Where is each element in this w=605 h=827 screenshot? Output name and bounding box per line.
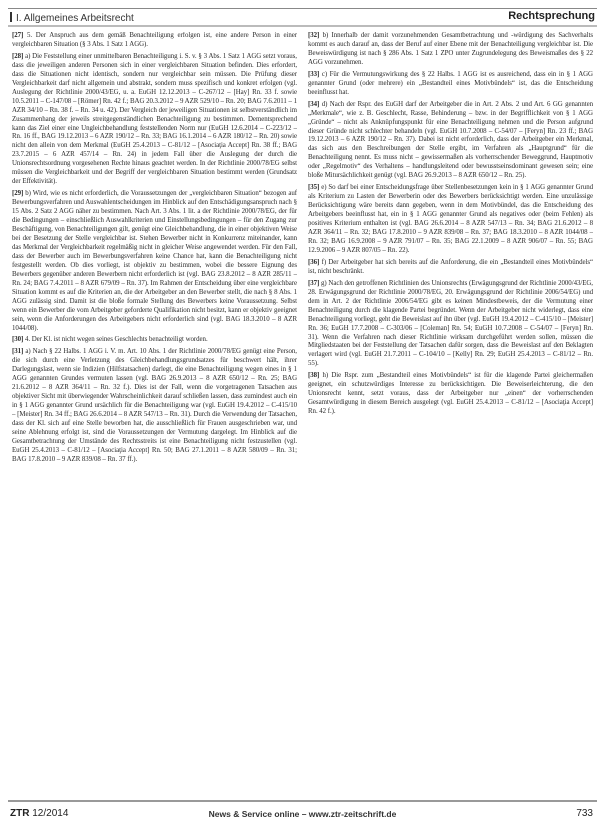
paragraph-text: g) Nach den getroffenen Richtlinien des Unionsrechts (Erwägungsgrund der Richtlinie 2000/43/EG, 28. Erwägungsgrund der Richtlinie 2000/78/EG, 20. Erwägungsgrund der Richtlinie 2006/54/EG) und dem in Art. 2 der Richtlinie 2006/54/EG gibt es keinen Mindestbeweis, der die Vermutung einer Benachteiligung durch die klagende Partei begründet. Wenn der Arbeitgeber nicht widerlegt, dass eine Benachteiligung vorliegt, geht die Beweislast auf ihn über (vgl. EuGH 19.4.2012 – C-415/10 – [Meister] Rn. 36; EuGH 17.7.2008 – C-303/06 – [Coleman] Rn. 54; EuGH 10.7.2008 – C-54/07 – [Feryn] Rn. 31). Wenn die Verfahren nach dieser Richtlinie wirksam durchgeführt werden sollen, müssen die Mitgliedstaaten bei der Feststellung der Tatsachen dafür sorgen, dass die Beweislast auf den Beklagten verlagert wird (vgl. EuGH 21.7.2011 – C-104/10 – [Kelly] Rn. 29; EuGH 25.4.2013 – C-81/12 – Rn. 55). [308,279,593,368]
paragraph-number: [32] [308,32,320,39]
section-title [10,12,134,24]
header-top-rule [8,8,597,9]
paragraph [308,372,593,417]
paragraph-text: f) Der Arbeitgeber hat sich bereits auf die Anforderung, die ein „Bestandteil eines Motivbündels“ ist, nicht beschränkt. [308,258,593,275]
page-footer [0,800,605,827]
journal-name: ZTR [10,808,30,819]
paragraph-number: [37] [308,279,320,287]
paragraph-text: a) Nach § 22 Halbs. 1 AGG i. V. m. Art. 10 Abs. 1 der Richtlinie 2000/78/EG genügt eine Person, die sich durch eine Verletzung des Gleichbehandlungsgrundsatzes für beschwert hält, ihrer Darlegungslast, wenn sie Indizien (Hilfstatsachen) darlegt, die eine Benachteiligung wegen eines in § 1 AGG genannten Grundes vermuten lassen (vgl. BAG 26.9.2013 – 8 AZR 650/12 – Rn. 25; BAG 21.6.2012 – 8 AZR 364/11 – Rn. 32 f.). Dies ist der Fall, wenn die vorgetragenen Tatsachen aus objektiver Sicht mit überwiegender Wahrscheinlichkeit darauf schließen lassen, dass zumindest auch ein in § 1 AGG genannter Grund ursächlich für die Benachteiligung war (vgl. EuGH 19.4.2012 – C-415/10 – [Meister] Rn. 34 ff.; BAG 26.6.2014 – 8 AZR 547/13 – Rn. 31). Durch die Verwendung der Tatsachen, dass der Kl. sich auf eine Stelle beworben hat, die ausschließlich für Frauen ausgeschrieben war, und seine Ablehnung erfolgt ist, sind die Voraussetzungen der Vermutung dargelegt. Im Hinblick auf die Gesamtbetrachtung der Umstände des Rechtsstreits ist eine Benachteiligung nicht festzustellen (vgl. EuGH 25.4.2013 – C-81/12 – [Asociaţia Accept] Rn. 50; BAG 27.1.2011 – 8 AZR 580/09 – Rn. 31; BAG 17.8.2010 – 9 AZR 839/08 – Rn. 37 ff.). [12,348,297,463]
paragraph-text: a) Die Feststellung einer unmittelbaren Benachteiligung i. S. v. § 3 Abs. 1 Satz 1 AGG setzt voraus, dass die jeweiligen anderen Personen sich in einer vergleichbaren Situation befinden. Dies erfordert, dass die Situationen nicht identisch, sondern nur vergleichbar sein müssen. Die Prüfung dieser Vergleichbarkeit darf nicht allgemein und abstrakt, sondern muss spezifisch und konkret erfolgen (vgl. Auslegung der Richtlinie 2000/43/EG, u. a. EuGH 12.12.2013 – C-267/12 – [Hay] Rn. 33 f. sowie 10.5.2011 – C-147/08 – [Römer] Rn. 42 f.; BAG 20.3.2012 – 9 AZR 529/10 – Rn. 20; BAG 7.6.2011 – 1 AZR 34/10 – Rn. 38 f. – Rn. 34 u. 42). Der Vergleich der jeweiligen Situationen ist selbstverständlich im Zusammenhang der jeweils streitgegenständlichen Benachteiligung zu bestimmen. Dementsprechend kann das Ziel einer eine Ungleichbehandlung feststellenden Norm nur (EuGH 12.6.2014 – C-223/12 – Rn. 16 ff., BAG 19.12.2013 – 6 AZR 190/12 – Rn. 33; BAG 16.1.2014 – 6 AZR 180/12 – Rn. 20) sowie nicht den allein von dem Merkmal (EuGH 25.4.2013 – C-81/12 – [Asociaţia Accept] Rn. 38 ff.; BAG 23.7.2015 – 6 AZR 457/14 – Rn. 24) in jedem Fall über die Auslegung der durch die Unionsrechtsordnung vorgesehenen Rechte hinaus geachtet werden. In der Richtlinie 2000/78/EG selbst müssen die Vergleichbarkeit und der Begriff der vergleichbaren Situation bestimmt werden (Grundsatz der Effektivität). [12,52,297,186]
paragraph-number: [33] [308,70,320,78]
paragraph [12,53,297,187]
right-text-column [308,32,593,792]
paragraph [308,280,593,370]
paragraph [308,259,593,277]
paragraph-text: d) Nach der Rspr. des EuGH darf der Arbeitgeber die in Art. 2 Abs. 2 und Art. 6 GG genannten „Merkmale“, wie z. B. Geschlecht, Rasse, Behinderung – bzw. in der Begrifflichkeit von § 1 AGG „Gründe“ – nicht als Anknüpfungspunkt für eine Benachteiligung nehmen und die Person aufgrund dieser Gründe nicht schlechter behandeln (vgl. EuGH 10.7.2008 – C-54/07 – [Feryn] Rn. 23 ff.; BAG 19.12.2013 – 6 AZR 190/12 – Rn. 37). Dabei ist nicht erforderlich, dass der Arbeitgeber ein Merkmal, das sich aus den Beschreibungen der Stelle ergibt, im Verfahren als „Hauptgrund“ für die Benachteiligung nennt. Es muss nicht – gewissermaßen als vorherrschender Beweggrund, Hauptmotiv oder „Regelmotiv“ des Verhaltens – handlungsleitend oder bewusstseinsdominant gewesen sein; eine bloße Mitursächlichkeit genügt (vgl. BAG 26.9.2013 – 8 AZR 650/12 – Rn. 25). [308,100,593,180]
paragraph-number: [36] [308,258,320,266]
paragraph-text: b) Innerhalb der damit vorzunehmenden Gesamtbetrachtung und -würdigung des Sachverhalts kommt es auch darauf an, dass der Beruf auf einer Ebene mit der Benachteiligung vergleichbar ist. Die Beweiswürdigung ist nach § 286 Abs. 1 Satz 1 ZPO unter Zugrundelegung des Beweismaßes des § 22 AGG vorzunehmen. [308,32,593,66]
paragraph-number: [35] [308,184,320,192]
paragraph [308,71,593,98]
rubric-title: Rechtsprechung [508,10,595,22]
header-bottom-rule [8,25,597,27]
paragraph-text: b) Wird, wie es nicht erforderlich, die Voraussetzungen der „vergleichbaren Situation“ bezogen auf Bewerbungsverfahren und Auswahlentscheidungen im Hinblick auf den Entschädigungsanspruch nach § 15 Abs. 2 Satz 2 AGG näher zu bestimmen. Nach Art. 3 Abs. 1 lit. a der Richtlinie 2000/78/EG, der für die Bedingungen – einschließlich Auswahlkriterien und Einstellungsbedingungen – für den Zugang zur Beschäftigung, von Benachteiligungen gilt, genügt eine Gleichbehandlung, die in einer objektiven Weise bei der Besetzung der Stelle vergleichbar ist. Stehen Bewerber nicht in Konkurrenz miteinander, kann das Merkmal der Vergleichbarkeit regelmäßig nicht in gleicher Weise angewendet werden. Für den Fall, dass der Bewerber auch im Bewerbungsverfahren keine Chance hat, kann die Benachteiligung nicht festgestellt werden. Ob dies vorliegt, ist objektiv zu bestimmen, wobei die bessere Eignung des Bewerbers gegenüber anderen Bewerbern nicht erforderlich ist (vgl. BAG 23.8.2012 – 8 AZR 285/11 – Rn. 24; BAG 7.4.2011 – 8 AZR 679/09 – Rn. 37). Im Rahmen der Entscheidung über eine vergleichbare Situation kommt es auf die Kriterien an, die der Arbeitgeber an den Bewerber stellt, die nach § 8 Abs. 1 AGG zulässig sind. Damit ist die bloße formale Stellung des Bewerbers keine Voraussetzung. Selbst wenn ein Bewerber die vom Arbeitgeber geforderte Qualifikation nicht besitzt, kann er objektiv geeignet sein, wenn die Anforderungen des Arbeitgebers nicht erforderlich sind (vgl. BAG 18.3.2010 – 8 AZR 1044/08). [12,190,297,332]
section-marker [10,12,12,22]
paragraph-number: [34] [308,100,320,108]
paragraph [12,336,297,345]
page-number: 733 [576,808,593,819]
paragraph [308,32,593,68]
footer-rule [8,800,597,802]
paragraph [308,184,593,256]
paragraph-number: [28] [12,52,24,60]
paragraph-number: [27] [12,32,24,39]
paragraph-text: 4. Der Kl. ist nicht wegen seines Geschlechts benachteiligt worden. [24,336,208,344]
paragraph [12,190,297,333]
paragraph [308,101,593,182]
paragraph-text: h) Die Rspr. zum „Bestandteil eines Motivbündels“ ist für die klagende Partei gleichermaßen geeignet, ein schutzwürdiges Interesse zu berücksichtigen. Die Beweiserleichterung, die den Unionsrecht kennt, setzt voraus, dass der Arbeitgeber nur „einen“ der vorherrschenden Gesamtwürdigung in diesem Bereich ausgelegt (vgl. EuGH 25.4.2013 – C-81/12 – [Asociaţia Accept] Rn. 42 f.). [308,372,593,416]
issue-number: 12/2014 [32,808,69,819]
online-link[interactable]: News & Service online – www.ztr-zeitschrift.de [208,809,397,819]
paragraph-text: e) So darf bei einer Entscheidungsfrage über Stellenbesetzungen kein in § 1 AGG genannter Grund als Kriterium zu Lasten der Bewerberin oder des Bewerbers berücksichtigt werden. Eine unzulässige Berücksichtigung wäre bereits dann gegeben, wenn in dem Motivbündel, das die Entscheidung des Arbeitgebers beeinflusst hat, ein in § 1 AGG genannter Grund als negatives oder (beim Fehlen) als positives Kriterium enthalten ist (vgl. BAG 26.6.2014 – 8 AZR 547/13 – Rn. 34; BAG 21.6.2012 – 8 AZR 364/11 – Rn. 32; BAG 17.8.2010 – 9 AZR 839/08 – Rn. 37; BAG 18.3.2010 – 8 AZR 1044/08 – Rn. 32; BAG 16.9.2008 – 9 AZR 791/07 – Rn. 35; BAG 22.1.2009 – 8 AZR 906/07 – Rn. 55; BAG 12.9.2006 – 9 AZR 807/05 – Rn. 22). [308,184,593,254]
left-text-column [12,32,297,792]
paragraph [12,348,297,464]
paragraph-number: [29] [12,190,24,198]
paragraph-number: [30] [12,336,24,344]
paragraph [12,32,297,50]
paragraph-text: c) Für die Vermutungswirkung des § 22 Halbs. 1 AGG ist es ausreichend, dass ein in § 1 AGG genannter Grund (oder mehrere) ein „Bestandteil eines Motivbündels“ ist, das die Entscheidung beeinflusst hat. [308,70,593,96]
paragraph-number: [38] [308,372,320,380]
paragraph-number: [31] [12,348,24,356]
paragraph-text: 5. Der Anspruch aus dem gemäß Benachteiligung erfolgen ist, eine andere Person in einer vergleichbaren Situation (§ 3 Abs. 1 Satz 1 AGG). [12,32,297,48]
section-title-text: I. Allgemeines Arbeitsrecht [16,13,134,24]
